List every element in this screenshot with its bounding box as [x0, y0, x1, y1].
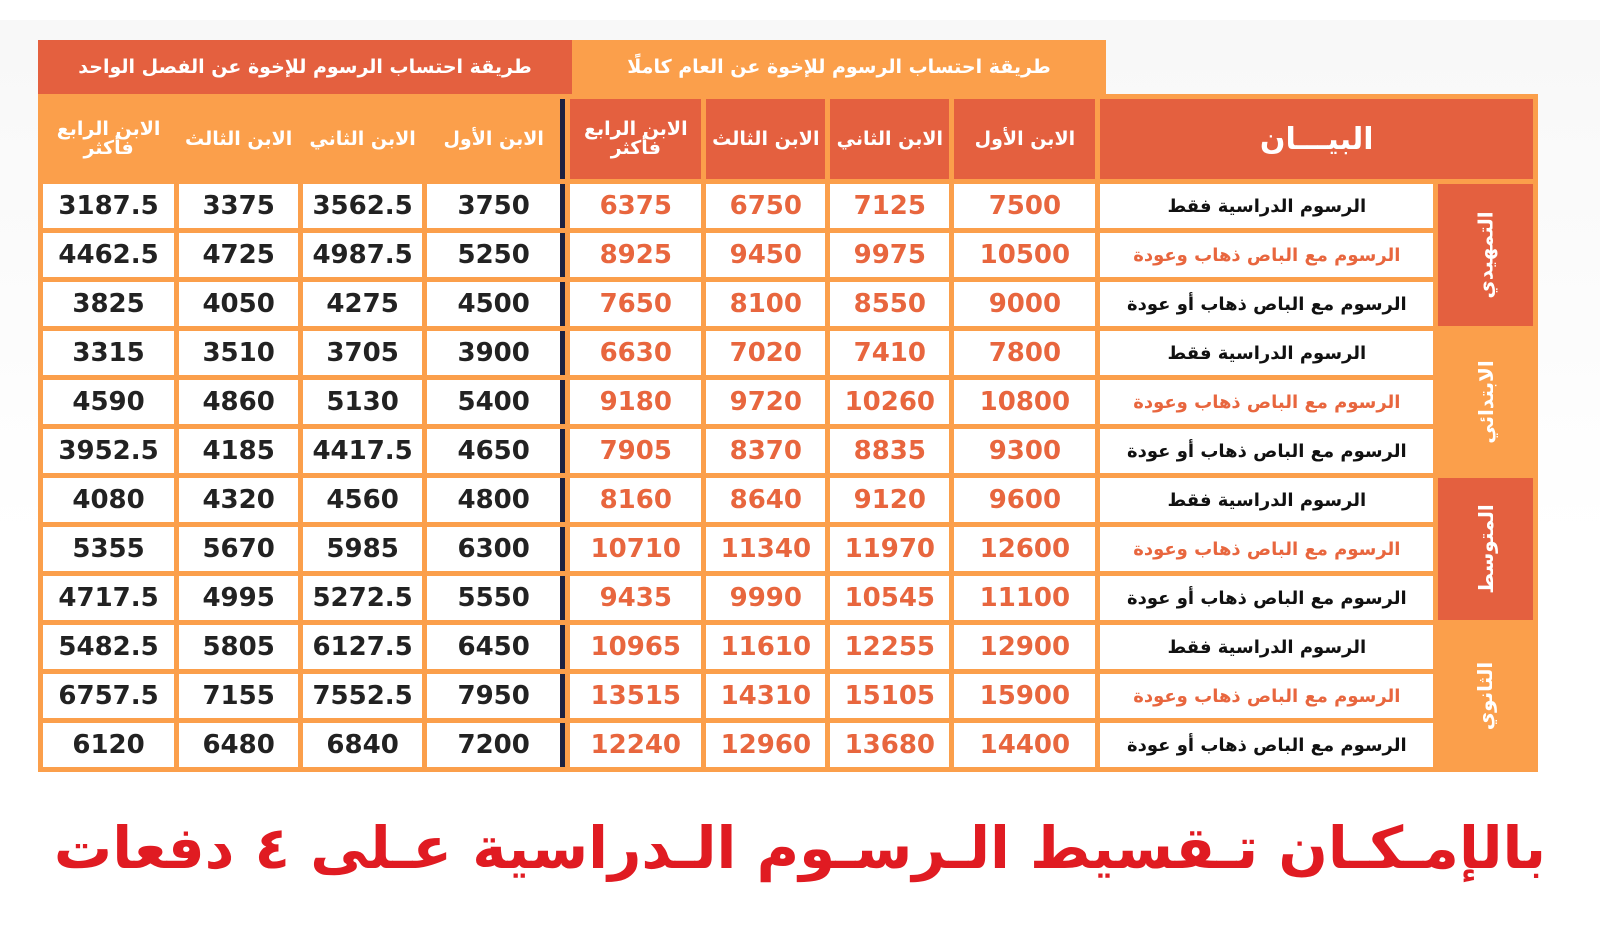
fee-description: الرسوم مع الباص ذهاب أو عودة: [1100, 723, 1433, 767]
table-row: [43, 527, 1533, 571]
stage-label: [1438, 478, 1533, 620]
year-fee-son-1: 9600: [954, 478, 1095, 522]
stage-label: [1438, 331, 1533, 473]
year-fee-son-2: 8835: [830, 429, 949, 473]
year-fee-son-3: 7020: [706, 331, 825, 375]
year-fee-son-3: 14310: [706, 674, 825, 718]
fees-body: [43, 184, 1533, 767]
fee-description: الرسوم مع الباص ذهاب وعودة: [1100, 233, 1433, 277]
year-fee-son-1: 7500: [954, 184, 1095, 228]
table-row: [43, 576, 1533, 620]
year-fee-son-3: 12960: [706, 723, 825, 767]
header-label: البيـــان: [1100, 99, 1533, 179]
fee-description: الرسوم الدراسية فقط: [1100, 478, 1433, 522]
semester-fee-son-1: 5400: [427, 380, 565, 424]
semester-fee-son-3: 4725: [179, 233, 298, 277]
header-semester-son-2: الابن الثاني: [303, 99, 422, 179]
year-fee-son-3: 9450: [706, 233, 825, 277]
semester-fee-son-1: 4800: [427, 478, 565, 522]
semester-fee-son-3: 5805: [179, 625, 298, 669]
installment-note: بالإمـكـان تـقسيط الـرسـوم الـدراسية عـلى ٤ دفعات: [53, 814, 1547, 882]
semester-fee-son-2: 4417.5: [303, 429, 422, 473]
header-year-son-4: الابن الرابع فأكثر: [570, 99, 701, 179]
stage-label-text: التمهيدي: [1473, 211, 1498, 299]
stage-label-text: الابتدائي: [1473, 360, 1498, 444]
year-fee-son-2: 13680: [830, 723, 949, 767]
year-fee-son-4: 6630: [570, 331, 701, 375]
semester-fee-son-3: 4995: [179, 576, 298, 620]
fee-description: الرسوم الدراسية فقط: [1100, 331, 1433, 375]
semester-fee-son-2: 5985: [303, 527, 422, 571]
semester-fee-son-1: 7950: [427, 674, 565, 718]
year-fee-son-2: 12255: [830, 625, 949, 669]
year-fee-son-2: 9975: [830, 233, 949, 277]
semester-fee-son-3: 4185: [179, 429, 298, 473]
year-fee-son-4: 8160: [570, 478, 701, 522]
semester-fee-son-2: 3705: [303, 331, 422, 375]
table-row: [43, 233, 1533, 277]
semester-fee-son-1: 6450: [427, 625, 565, 669]
table-row: [43, 723, 1533, 767]
stage-label: [1438, 625, 1533, 767]
year-fee-son-3: 8370: [706, 429, 825, 473]
semester-fee-son-2: 5272.5: [303, 576, 422, 620]
semester-fee-son-4: 4590: [43, 380, 174, 424]
semester-fee-son-4: 6120: [43, 723, 174, 767]
semester-fee-son-4: 3952.5: [43, 429, 174, 473]
year-fee-son-1: 9300: [954, 429, 1095, 473]
table-row: [43, 184, 1533, 228]
header-year-son-1: الابن الأول: [954, 99, 1095, 179]
fee-description: الرسوم مع الباص ذهاب أو عودة: [1100, 282, 1433, 326]
fee-description: الرسوم الدراسية فقط: [1100, 184, 1433, 228]
semester-fee-son-3: 4860: [179, 380, 298, 424]
semester-fee-son-2: 4275: [303, 282, 422, 326]
semester-fee-son-1: 3900: [427, 331, 565, 375]
year-fee-son-4: 9180: [570, 380, 701, 424]
year-fee-son-2: 11970: [830, 527, 949, 571]
stage-label: [1438, 184, 1533, 326]
semester-fee-son-3: 3510: [179, 331, 298, 375]
fees-table: [38, 94, 1538, 772]
year-fee-son-4: 9435: [570, 576, 701, 620]
year-fee-son-3: 11340: [706, 527, 825, 571]
group-header-semester: طريقة احتساب الرسوم للإخوة عن الفصل الواحد: [38, 40, 572, 94]
year-fee-son-4: 10965: [570, 625, 701, 669]
semester-fee-son-4: 3315: [43, 331, 174, 375]
table-row: [43, 478, 1533, 522]
year-fee-son-4: 10710: [570, 527, 701, 571]
group-header-year: طريقة احتساب الرسوم للإخوة عن العام كاملًا: [572, 40, 1106, 94]
semester-fee-son-3: 7155: [179, 674, 298, 718]
year-fee-son-4: 6375: [570, 184, 701, 228]
year-fee-son-1: 14400: [954, 723, 1095, 767]
fee-description: الرسوم الدراسية فقط: [1100, 625, 1433, 669]
year-fee-son-3: 9720: [706, 380, 825, 424]
semester-fee-son-3: 5670: [179, 527, 298, 571]
year-fee-son-4: 7905: [570, 429, 701, 473]
table-row: [43, 282, 1533, 326]
semester-fee-son-4: 4462.5: [43, 233, 174, 277]
year-fee-son-4: 7650: [570, 282, 701, 326]
fee-description: الرسوم مع الباص ذهاب وعودة: [1100, 527, 1433, 571]
year-fee-son-3: 9990: [706, 576, 825, 620]
semester-fee-son-1: 3750: [427, 184, 565, 228]
year-fee-son-2: 15105: [830, 674, 949, 718]
table-row: [43, 429, 1533, 473]
semester-fee-son-2: 4560: [303, 478, 422, 522]
semester-fee-son-3: 6480: [179, 723, 298, 767]
year-fee-son-3: 6750: [706, 184, 825, 228]
fee-description: الرسوم مع الباص ذهاب أو عودة: [1100, 429, 1433, 473]
semester-fee-son-2: 5130: [303, 380, 422, 424]
semester-fee-son-4: 6757.5: [43, 674, 174, 718]
fee-description: الرسوم مع الباص ذهاب وعودة: [1100, 674, 1433, 718]
semester-fee-son-3: 4320: [179, 478, 298, 522]
semester-fee-son-3: 3375: [179, 184, 298, 228]
year-fee-son-3: 11610: [706, 625, 825, 669]
header-year-son-2: الابن الثاني: [830, 99, 949, 179]
semester-fee-son-1: 7200: [427, 723, 565, 767]
fee-description: الرسوم مع الباص ذهاب أو عودة: [1100, 576, 1433, 620]
table-row: [43, 331, 1533, 375]
table-row: [43, 674, 1533, 718]
header-semester-son-4: الابن الرابع فأكثر: [43, 99, 174, 179]
semester-fee-son-2: 6840: [303, 723, 422, 767]
semester-fee-son-2: 6127.5: [303, 625, 422, 669]
semester-fee-son-4: 3825: [43, 282, 174, 326]
year-fee-son-2: 7125: [830, 184, 949, 228]
year-fee-son-1: 15900: [954, 674, 1095, 718]
table-row: [43, 625, 1533, 669]
year-fee-son-1: 12900: [954, 625, 1095, 669]
year-fee-son-3: 8640: [706, 478, 825, 522]
header-year-son-3: الابن الثالث: [706, 99, 825, 179]
semester-fee-son-2: 7552.5: [303, 674, 422, 718]
semester-fee-son-1: 5550: [427, 576, 565, 620]
header-semester-son-1: الابن الأول: [427, 99, 565, 179]
semester-fee-son-2: 3562.5: [303, 184, 422, 228]
year-fee-son-1: 10500: [954, 233, 1095, 277]
semester-fee-son-3: 4050: [179, 282, 298, 326]
table-row: [43, 380, 1533, 424]
year-fee-son-1: 11100: [954, 576, 1095, 620]
year-fee-son-3: 8100: [706, 282, 825, 326]
semester-fee-son-1: 5250: [427, 233, 565, 277]
year-fee-son-4: 13515: [570, 674, 701, 718]
semester-fee-son-2: 4987.5: [303, 233, 422, 277]
year-fee-son-4: 8925: [570, 233, 701, 277]
semester-fee-son-1: 4650: [427, 429, 565, 473]
stage-label-text: الثانوي: [1473, 661, 1498, 731]
stage-label-text: المتوسط: [1473, 504, 1498, 594]
semester-fee-son-4: 3187.5: [43, 184, 174, 228]
semester-fee-son-1: 4500: [427, 282, 565, 326]
fee-description: الرسوم مع الباص ذهاب وعودة: [1100, 380, 1433, 424]
year-fee-son-2: 7410: [830, 331, 949, 375]
table-header-row: [43, 99, 1533, 179]
year-fee-son-2: 10260: [830, 380, 949, 424]
year-fee-son-2: 9120: [830, 478, 949, 522]
year-fee-son-2: 8550: [830, 282, 949, 326]
semester-fee-son-1: 6300: [427, 527, 565, 571]
year-fee-son-1: 12600: [954, 527, 1095, 571]
year-fee-son-2: 10545: [830, 576, 949, 620]
semester-fee-son-4: 5482.5: [43, 625, 174, 669]
year-fee-son-1: 7800: [954, 331, 1095, 375]
semester-fee-son-4: 4717.5: [43, 576, 174, 620]
semester-fee-son-4: 4080: [43, 478, 174, 522]
year-fee-son-1: 10800: [954, 380, 1095, 424]
semester-fee-son-4: 5355: [43, 527, 174, 571]
year-fee-son-1: 9000: [954, 282, 1095, 326]
header-semester-son-3: الابن الثالث: [179, 99, 298, 179]
year-fee-son-4: 12240: [570, 723, 701, 767]
